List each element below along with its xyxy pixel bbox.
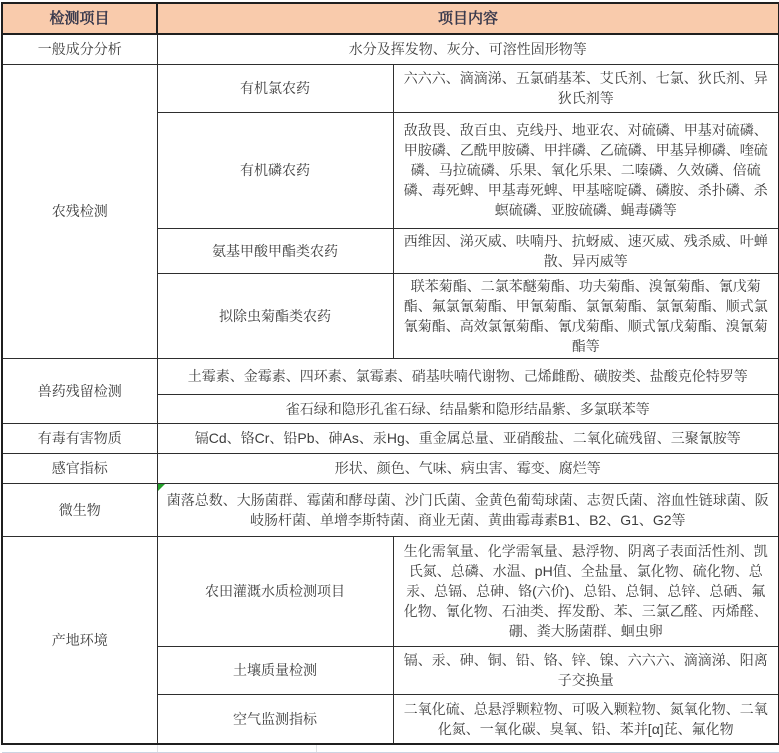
subcategory-cell: 农田灌溉水质检测项目 xyxy=(157,536,393,646)
sheet-gridline-strip xyxy=(2,745,779,753)
table-row xyxy=(2,453,779,483)
header-row xyxy=(2,3,779,34)
content-cell: 敌敌畏、敌百虫、克线丹、地亚农、对硫磷、甲基对硫磷、甲胺磷、乙酰甲胺磷、甲拌磷、乙硫磷、甲基异柳磷、喹硫磷、马拉硫磷、乐果、氧化乐果、二嗪磷、久效磷、倍硫磷、毒死蜱、甲基毒死蜱、甲基嘧啶磷、磷胺、杀扑磷、杀螟硫磷、亚胺硫磷、蝇毒磷等 xyxy=(393,112,779,228)
content-cell: 镉、汞、砷、铜、铅、铬、锌、镍、六六六、滴滴涕、阳离子交换量 xyxy=(393,646,779,694)
content-cell: 生化需氧量、化学需氧量、悬浮物、阴离子表面活性剂、凯氏氮、总磷、水温、pH值、全盐量、氯化物、硫化物、总汞、总镉、总砷、铬(六价)、总铅、总铜、总锌、总硒、氟化物、氰化物、石油类、挥发酚、苯、三氯乙醛、丙烯醛、硼、粪大肠菌群、蛔虫卵 xyxy=(393,536,779,646)
category-cell-toxic-substances: 有毒有害物质 xyxy=(2,423,157,453)
table-row xyxy=(2,64,779,112)
subcategory-cell: 拟除虫菊酯类农药 xyxy=(157,273,393,358)
subcategory-cell: 有机氯农药 xyxy=(157,64,393,112)
content-cell: 土霉素、金霉素、四环素、氯霉素、硝基呋喃代谢物、己烯雌酚、磺胺类、盐酸克伦特罗等 xyxy=(157,358,779,394)
category-cell-vet-drug-residue: 兽药残留检测 xyxy=(2,358,157,423)
category-cell-general-composition: 一般成分分析 xyxy=(2,34,157,64)
table-row xyxy=(2,483,779,536)
content-text: 菌落总数、大肠菌群、霉菌和酵母菌、沙门氏菌、金黄色葡萄球菌、志贺氏菌、溶血性链球菌、阪岐肠杆菌、单增李斯特菌、商业无菌、黄曲霉毒素B1、B2、G1、G2等 xyxy=(166,491,769,528)
category-cell-microbiology: 微生物 xyxy=(2,483,157,536)
category-cell-sensory-index: 感官指标 xyxy=(2,453,157,483)
content-cell: 雀石绿和隐形孔雀石绿、结晶紫和隐形结晶紫、多氯联苯等 xyxy=(157,394,779,423)
content-cell: 形状、颜色、气味、病虫害、霉变、腐烂等 xyxy=(157,453,779,483)
category-cell-origin-environment: 产地环境 xyxy=(2,536,157,744)
table-row xyxy=(2,536,779,646)
table-row xyxy=(2,358,779,394)
content-cell: 联苯菊酯、二氯苯醚菊酯、功夫菊酯、溴氰菊酯、氰戊菊酯、氟氯氰菊酯、甲氰菊酯、氯氰菊酯、氯氰菊酯、顺式氯氰菊酯、高效氯氰菊酯、氰戊菊酯、顺式氰戊菊酯、溴氰菊酯等 xyxy=(393,273,779,358)
content-cell: 西维因、涕灭威、呋喃丹、抗蚜威、速灭威、残杀威、叶蝉散、异丙威等 xyxy=(393,228,779,273)
category-cell-pesticide-residue: 农残检测 xyxy=(2,64,157,358)
subcategory-cell: 氨基甲酸甲酯类农药 xyxy=(157,228,393,273)
subcategory-cell: 土壤质量检测 xyxy=(157,646,393,694)
table-row xyxy=(2,34,779,64)
content-cell: 二氧化硫、总悬浮颗粒物、可吸入颗粒物、氮氧化物、二氧化氮、一氧化碳、臭氧、铅、苯并[α]芘、氟化物 xyxy=(393,694,779,744)
header-cell-item: 检测项目 xyxy=(2,3,157,34)
subcategory-cell: 空气监测指标 xyxy=(157,694,393,744)
header-cell-content: 项目内容 xyxy=(157,3,779,34)
content-cell xyxy=(157,483,779,536)
inspection-items-table xyxy=(1,2,779,745)
content-cell: 六六六、滴滴涕、五氯硝基苯、艾氏剂、七氯、狄氏剂、异狄氏剂等 xyxy=(393,64,779,112)
gridline-stub xyxy=(157,745,158,752)
gridline-stub xyxy=(316,745,317,752)
table-row xyxy=(2,423,779,453)
subcategory-cell: 有机磷农药 xyxy=(157,112,393,228)
cell-error-flag-icon xyxy=(158,484,165,491)
content-cell: 镉Cd、铬Cr、铅Pb、砷As、汞Hg、重金属总量、亚硝酸盐、二氧化硫残留、三聚氰胺等 xyxy=(157,423,779,453)
content-cell: 水分及挥发物、灰分、可溶性固形物等 xyxy=(157,34,779,64)
